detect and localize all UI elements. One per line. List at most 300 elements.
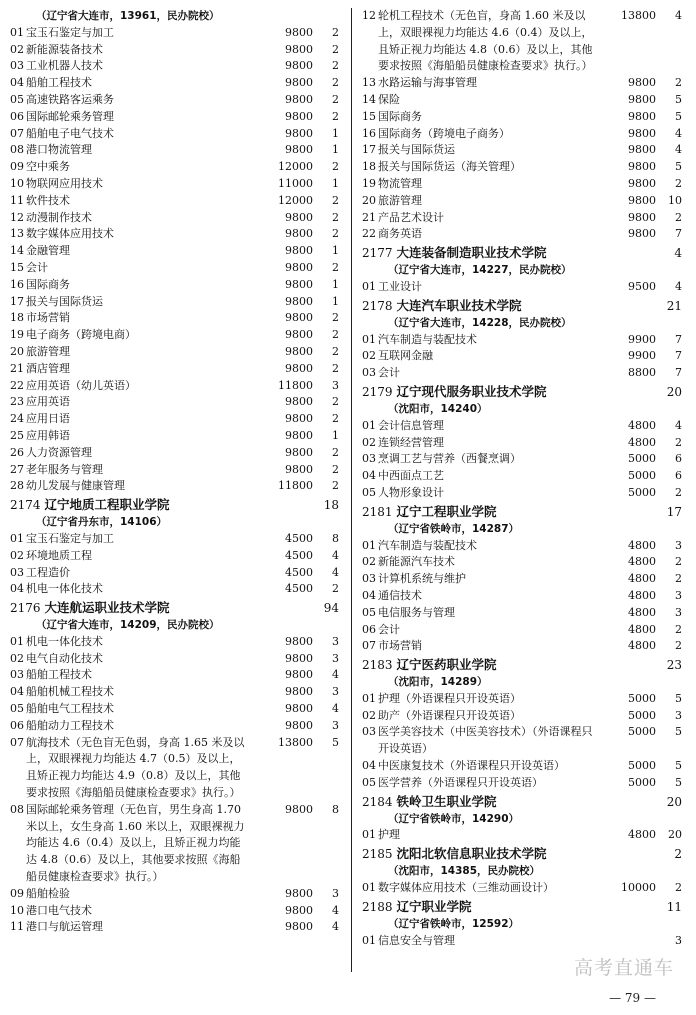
major-row bbox=[362, 724, 686, 758]
major-count: 2 bbox=[675, 572, 682, 586]
major-code: 05 bbox=[10, 702, 24, 716]
major-fee: 9800 bbox=[628, 210, 656, 224]
major-fee: 4800 bbox=[628, 555, 656, 569]
major-count: 20 bbox=[668, 828, 682, 842]
school-name: 辽宁医药职业学院 bbox=[396, 657, 497, 673]
major-name: 船舶动力工程技术 bbox=[26, 718, 114, 732]
right-column bbox=[362, 8, 686, 949]
major-name: 医学营养（外语课程只开设英语） bbox=[378, 775, 543, 789]
major-fee: 9800 bbox=[285, 361, 313, 375]
major-fee: 9800 bbox=[628, 176, 656, 190]
major-name: 连锁经营管理 bbox=[378, 435, 444, 449]
major-name: 航海技术（无色盲无色弱，身高 1.65 米及以上，双眼裸视力均能达 4.7（0.5）及以上，且矫正视力均能达 4.9（0.8）及以上，其他要求按照《海船船员健康检查要求》执行。） bbox=[26, 735, 245, 800]
major-name: 市场营销 bbox=[26, 311, 70, 325]
major-count: 2 bbox=[332, 92, 339, 106]
major-code: 18 bbox=[10, 311, 24, 325]
major-row bbox=[362, 348, 686, 365]
major-name: 报关与国际货运（海关管理） bbox=[378, 160, 521, 174]
school-total: 21 bbox=[666, 298, 682, 313]
major-fee: 9800 bbox=[285, 328, 313, 342]
major-fee: 11000 bbox=[278, 176, 313, 190]
school-code: 2176 bbox=[10, 601, 41, 616]
school-header bbox=[362, 845, 686, 863]
major-count: 2 bbox=[332, 193, 339, 207]
major-name: 中医康复技术（外语课程只开设英语） bbox=[378, 759, 565, 773]
school-code: 2188 bbox=[362, 899, 393, 914]
major-row bbox=[362, 193, 686, 210]
school-info: （辽宁省铁岭市，14287） bbox=[388, 522, 520, 535]
major-code: 03 bbox=[362, 572, 376, 586]
school-header bbox=[362, 793, 686, 811]
major-name: 船舶工程技术 bbox=[26, 76, 92, 90]
major-count: 3 bbox=[675, 708, 682, 722]
major-count: 6 bbox=[675, 452, 682, 466]
major-name: 船舶机械工程技术 bbox=[26, 685, 114, 699]
major-name: 新能源汽车技术 bbox=[378, 555, 455, 569]
major-code: 01 bbox=[10, 531, 24, 545]
major-code: 13 bbox=[10, 227, 24, 241]
major-fee: 4800 bbox=[628, 588, 656, 602]
major-fee: 9800 bbox=[285, 59, 313, 73]
major-row bbox=[10, 581, 343, 598]
major-name: 汽车制造与装配技术 bbox=[378, 332, 477, 346]
major-name: 产品艺术设计 bbox=[378, 210, 444, 224]
major-count: 2 bbox=[332, 59, 339, 73]
major-fee: 9800 bbox=[285, 651, 313, 665]
major-count: 2 bbox=[675, 555, 682, 569]
major-row bbox=[362, 435, 686, 452]
major-code: 23 bbox=[10, 395, 24, 409]
column-divider bbox=[351, 8, 352, 972]
major-row bbox=[10, 75, 343, 92]
school-total: 4 bbox=[674, 246, 682, 261]
major-row bbox=[362, 827, 686, 844]
school-header bbox=[10, 599, 343, 617]
major-code: 01 bbox=[362, 828, 376, 842]
major-row bbox=[10, 176, 343, 193]
major-code: 21 bbox=[10, 361, 24, 375]
major-fee: 4500 bbox=[285, 531, 313, 545]
major-code: 02 bbox=[10, 42, 24, 56]
major-row bbox=[10, 159, 343, 176]
major-name: 医学美容技术（中医美容技术）（外语课程只开设英语） bbox=[378, 725, 593, 756]
major-name: 轮机工程技术（无色盲，身高 1.60 米及以上，双眼裸视力均能达 4.6（0.4）及以上，且矫正视力均能达 4.8（0.6）及以上，其他要求按照《海船船员健康检查要求》执行。） bbox=[378, 9, 593, 73]
major-count: 1 bbox=[332, 143, 339, 157]
major-code: 04 bbox=[362, 469, 376, 483]
major-code: 07 bbox=[10, 735, 24, 749]
major-count: 2 bbox=[675, 76, 682, 90]
major-fee: 9800 bbox=[285, 344, 313, 358]
major-code: 15 bbox=[362, 109, 376, 123]
major-row bbox=[10, 92, 343, 109]
major-fee: 10000 bbox=[621, 881, 656, 895]
major-code: 25 bbox=[10, 428, 24, 442]
school-header bbox=[362, 297, 686, 315]
major-code: 01 bbox=[362, 933, 376, 947]
major-row bbox=[10, 361, 343, 378]
major-code: 12 bbox=[10, 210, 24, 224]
major-name: 计算机系统与维护 bbox=[378, 572, 466, 586]
major-count: 4 bbox=[675, 143, 682, 157]
school-header bbox=[362, 244, 686, 262]
major-row bbox=[362, 775, 686, 792]
major-row bbox=[10, 260, 343, 277]
major-fee: 4800 bbox=[628, 435, 656, 449]
major-name: 机电一体化技术 bbox=[26, 582, 103, 596]
major-code: 06 bbox=[362, 622, 376, 636]
major-row bbox=[10, 531, 343, 548]
major-name: 动漫制作技术 bbox=[26, 210, 92, 224]
major-count: 2 bbox=[332, 311, 339, 325]
major-fee: 9800 bbox=[285, 903, 313, 917]
major-fee: 9800 bbox=[285, 227, 313, 241]
major-code: 04 bbox=[10, 76, 24, 90]
major-fee: 5000 bbox=[628, 775, 656, 789]
major-code: 02 bbox=[362, 555, 376, 569]
major-row bbox=[10, 277, 343, 294]
major-row bbox=[10, 684, 343, 701]
major-row bbox=[10, 126, 343, 143]
school-name: 大连汽车职业技术学院 bbox=[396, 297, 522, 313]
major-name: 商务英语 bbox=[378, 227, 422, 241]
major-count: 2 bbox=[332, 328, 339, 342]
major-code: 19 bbox=[362, 176, 376, 190]
major-count: 3 bbox=[675, 588, 682, 602]
school-total: 17 bbox=[666, 504, 682, 519]
major-count: 2 bbox=[332, 210, 339, 224]
major-fee: 13800 bbox=[278, 735, 313, 749]
major-fee: 5000 bbox=[628, 708, 656, 722]
major-name: 船舶工程技术 bbox=[26, 668, 92, 682]
major-count: 5 bbox=[332, 735, 339, 749]
major-code: 08 bbox=[10, 143, 24, 157]
major-row bbox=[362, 126, 686, 143]
major-count: 5 bbox=[675, 759, 682, 773]
major-count: 2 bbox=[332, 42, 339, 56]
major-name: 国际商务（跨境电子商务） bbox=[378, 126, 510, 140]
major-fee: 5000 bbox=[628, 469, 656, 483]
major-row bbox=[362, 622, 686, 639]
major-name: 会计 bbox=[378, 622, 400, 636]
major-code: 10 bbox=[10, 176, 24, 190]
major-fee: 4800 bbox=[628, 538, 656, 552]
major-fee: 9800 bbox=[285, 210, 313, 224]
school-header bbox=[10, 496, 343, 514]
major-fee: 9800 bbox=[285, 277, 313, 291]
major-code: 05 bbox=[362, 605, 376, 619]
major-row bbox=[10, 919, 343, 936]
major-name: 港口物流管理 bbox=[26, 143, 92, 157]
school-total: 94 bbox=[323, 601, 339, 616]
left-column bbox=[10, 8, 343, 936]
major-count: 4 bbox=[332, 920, 339, 934]
major-fee: 8800 bbox=[628, 366, 656, 380]
major-count: 2 bbox=[332, 582, 339, 596]
school-info: （沈阳市，14289） bbox=[388, 676, 488, 689]
major-row bbox=[362, 485, 686, 502]
major-code: 18 bbox=[362, 160, 376, 174]
major-fee: 9800 bbox=[285, 294, 313, 308]
major-count: 3 bbox=[675, 605, 682, 619]
major-fee: 5000 bbox=[628, 691, 656, 705]
major-fee: 9800 bbox=[628, 227, 656, 241]
major-code: 05 bbox=[362, 485, 376, 499]
major-code: 10 bbox=[10, 903, 24, 917]
major-count: 6 bbox=[675, 469, 682, 483]
major-name: 汽车制造与装配技术 bbox=[378, 538, 477, 552]
major-name: 会计信息管理 bbox=[378, 418, 444, 432]
major-fee: 9800 bbox=[628, 160, 656, 174]
major-fee: 9500 bbox=[628, 279, 656, 293]
major-row bbox=[362, 538, 686, 555]
school-info: （辽宁省丹东市，14106） bbox=[36, 516, 168, 529]
major-code: 01 bbox=[362, 418, 376, 432]
major-name: 工业机器人技术 bbox=[26, 59, 103, 73]
school-info: （沈阳市，14385，民办院校） bbox=[388, 865, 541, 878]
major-code: 05 bbox=[362, 775, 376, 789]
major-code: 03 bbox=[362, 725, 376, 739]
major-name: 港口与航运管理 bbox=[26, 920, 103, 934]
major-count: 1 bbox=[332, 277, 339, 291]
school-name: 沈阳北软信息职业技术学院 bbox=[396, 846, 547, 862]
major-fee: 9800 bbox=[285, 311, 313, 325]
major-row bbox=[362, 571, 686, 588]
major-count: 4 bbox=[675, 126, 682, 140]
major-count: 3 bbox=[332, 685, 339, 699]
major-row bbox=[10, 478, 343, 495]
major-code: 11 bbox=[10, 193, 24, 207]
major-count: 1 bbox=[332, 428, 339, 442]
major-count: 5 bbox=[675, 92, 682, 106]
major-fee: 9800 bbox=[285, 126, 313, 140]
major-row bbox=[362, 691, 686, 708]
major-count: 3 bbox=[332, 378, 339, 392]
major-name: 电气自动化技术 bbox=[26, 651, 103, 665]
major-row bbox=[362, 418, 686, 435]
major-name: 高速铁路客运乘务 bbox=[26, 92, 114, 106]
major-name: 船舶检验 bbox=[26, 886, 70, 900]
major-count: 2 bbox=[332, 260, 339, 274]
major-count: 5 bbox=[675, 775, 682, 789]
major-count: 5 bbox=[675, 160, 682, 174]
major-fee: 9800 bbox=[285, 92, 313, 106]
major-fee: 4800 bbox=[628, 639, 656, 653]
major-name: 旅游管理 bbox=[26, 344, 70, 358]
major-count: 2 bbox=[332, 462, 339, 476]
major-name: 信息安全与管理 bbox=[378, 933, 455, 947]
major-code: 03 bbox=[362, 452, 376, 466]
major-count: 3 bbox=[675, 933, 682, 947]
major-code: 01 bbox=[362, 332, 376, 346]
major-fee: 9800 bbox=[285, 25, 313, 39]
major-fee: 4500 bbox=[285, 582, 313, 596]
major-code: 01 bbox=[10, 25, 24, 39]
major-name: 人物形象设计 bbox=[378, 485, 444, 499]
school-code: 2178 bbox=[362, 298, 393, 313]
major-code: 16 bbox=[10, 277, 24, 291]
major-name: 国际邮轮乘务管理 bbox=[26, 109, 114, 123]
major-code: 01 bbox=[362, 538, 376, 552]
major-fee: 9800 bbox=[285, 244, 313, 258]
major-fee: 9800 bbox=[285, 668, 313, 682]
major-name: 宝玉石鉴定与加工 bbox=[26, 25, 114, 39]
major-fee: 9800 bbox=[628, 109, 656, 123]
major-name: 人力资源管理 bbox=[26, 445, 92, 459]
major-name: 环境地质工程 bbox=[26, 548, 92, 562]
major-row bbox=[10, 327, 343, 344]
major-count: 4 bbox=[332, 548, 339, 562]
major-count: 2 bbox=[675, 639, 682, 653]
major-count: 3 bbox=[332, 651, 339, 665]
major-row bbox=[10, 344, 343, 361]
major-fee: 4800 bbox=[628, 605, 656, 619]
major-name: 应用英语（幼儿英语） bbox=[26, 378, 136, 392]
major-name: 物联网应用技术 bbox=[26, 176, 103, 190]
major-row bbox=[10, 411, 343, 428]
major-code: 09 bbox=[10, 886, 24, 900]
major-name: 旅游管理 bbox=[378, 193, 422, 207]
major-row bbox=[10, 718, 343, 735]
major-count: 10 bbox=[668, 193, 682, 207]
major-name: 机电一体化技术 bbox=[26, 634, 103, 648]
major-code: 22 bbox=[362, 227, 376, 241]
major-code: 01 bbox=[362, 279, 376, 293]
major-row bbox=[10, 394, 343, 411]
major-name: 烹调工艺与营养（西餐烹调） bbox=[378, 452, 521, 466]
major-fee: 5000 bbox=[628, 759, 656, 773]
major-row bbox=[362, 758, 686, 775]
school-info: （辽宁省大连市，14228，民办院校） bbox=[388, 316, 572, 329]
major-name: 应用日语 bbox=[26, 412, 70, 426]
major-row bbox=[362, 109, 686, 126]
major-name: 护理（外语课程只开设英语） bbox=[378, 691, 521, 705]
major-code: 27 bbox=[10, 462, 24, 476]
major-name: 会计 bbox=[26, 260, 48, 274]
major-row bbox=[10, 25, 343, 42]
major-fee: 9800 bbox=[285, 260, 313, 274]
major-row bbox=[10, 42, 343, 59]
major-fee: 4500 bbox=[285, 548, 313, 562]
school-total: 11 bbox=[666, 899, 682, 914]
major-fee: 9800 bbox=[628, 143, 656, 157]
major-fee: 12000 bbox=[278, 160, 313, 174]
major-name: 数字媒体应用技术 bbox=[26, 227, 114, 241]
major-fee: 9800 bbox=[285, 445, 313, 459]
major-code: 02 bbox=[362, 435, 376, 449]
major-count: 2 bbox=[675, 435, 682, 449]
major-fee: 9800 bbox=[628, 76, 656, 90]
major-fee: 9900 bbox=[628, 332, 656, 346]
major-row bbox=[10, 802, 343, 886]
major-code: 02 bbox=[10, 548, 24, 562]
major-count: 7 bbox=[675, 227, 682, 241]
major-code: 20 bbox=[362, 193, 376, 207]
major-fee: 5000 bbox=[628, 452, 656, 466]
major-code: 01 bbox=[362, 691, 376, 705]
major-row bbox=[362, 708, 686, 725]
major-fee: 9900 bbox=[628, 349, 656, 363]
major-count: 4 bbox=[332, 903, 339, 917]
school-name: 铁岭卫生职业学院 bbox=[396, 793, 497, 809]
major-fee: 9800 bbox=[628, 126, 656, 140]
major-count: 8 bbox=[332, 802, 339, 816]
major-code: 12 bbox=[362, 9, 376, 22]
major-name: 国际商务 bbox=[378, 109, 422, 123]
major-code: 15 bbox=[10, 260, 24, 274]
major-row bbox=[10, 701, 343, 718]
major-row bbox=[10, 903, 343, 920]
major-row bbox=[362, 605, 686, 622]
major-name: 通信技术 bbox=[378, 588, 422, 602]
major-row bbox=[362, 210, 686, 227]
major-fee: 9800 bbox=[285, 718, 313, 732]
major-count: 7 bbox=[675, 332, 682, 346]
major-name: 市场营销 bbox=[378, 639, 422, 653]
major-code: 16 bbox=[362, 126, 376, 140]
major-count: 1 bbox=[332, 126, 339, 140]
school-info: （辽宁省铁岭市，12592） bbox=[388, 917, 520, 930]
major-name: 物流管理 bbox=[378, 176, 422, 190]
major-fee: 9800 bbox=[285, 143, 313, 157]
major-row bbox=[362, 142, 686, 159]
major-row bbox=[10, 109, 343, 126]
major-code: 26 bbox=[10, 445, 24, 459]
major-name: 应用韩语 bbox=[26, 428, 70, 442]
major-code: 17 bbox=[10, 294, 24, 308]
major-row bbox=[10, 462, 343, 479]
major-name: 会计 bbox=[378, 366, 400, 380]
major-row bbox=[10, 445, 343, 462]
school-name: 大连航运职业技术学院 bbox=[44, 600, 170, 616]
major-count: 2 bbox=[332, 344, 339, 358]
major-name: 水路运输与海事管理 bbox=[378, 76, 477, 90]
school-name: 辽宁现代服务职业技术学院 bbox=[396, 383, 547, 399]
major-code: 14 bbox=[362, 92, 376, 106]
school-info: （辽宁省大连市，13961，民办院校） bbox=[36, 10, 220, 22]
major-fee: 4500 bbox=[285, 565, 313, 579]
major-count: 2 bbox=[332, 227, 339, 241]
major-count: 3 bbox=[332, 634, 339, 648]
major-row bbox=[10, 548, 343, 565]
major-code: 03 bbox=[362, 366, 376, 380]
major-code: 01 bbox=[10, 634, 24, 648]
school-info: （辽宁省大连市，14227，民办院校） bbox=[388, 264, 572, 277]
school-total: 2 bbox=[674, 847, 682, 862]
major-count: 2 bbox=[332, 445, 339, 459]
major-name: 电子商务（跨境电商） bbox=[26, 328, 136, 342]
major-code: 14 bbox=[10, 244, 24, 258]
major-name: 船舶电气工程技术 bbox=[26, 702, 114, 716]
major-name: 报关与国际货运 bbox=[26, 294, 103, 308]
major-row bbox=[362, 880, 686, 897]
school-total: 20 bbox=[666, 384, 682, 399]
major-name: 护理 bbox=[378, 828, 400, 842]
major-fee: 11800 bbox=[278, 479, 313, 493]
major-row bbox=[10, 378, 343, 395]
major-row bbox=[10, 210, 343, 227]
major-count: 2 bbox=[332, 479, 339, 493]
major-code: 13 bbox=[362, 76, 376, 90]
major-row bbox=[10, 886, 343, 903]
major-row bbox=[362, 279, 686, 296]
major-name: 酒店管理 bbox=[26, 361, 70, 375]
major-row bbox=[10, 226, 343, 243]
major-name: 软件技术 bbox=[26, 193, 70, 207]
major-code: 09 bbox=[10, 160, 24, 174]
major-row bbox=[362, 451, 686, 468]
major-fee: 4800 bbox=[628, 828, 656, 842]
major-count: 2 bbox=[332, 412, 339, 426]
